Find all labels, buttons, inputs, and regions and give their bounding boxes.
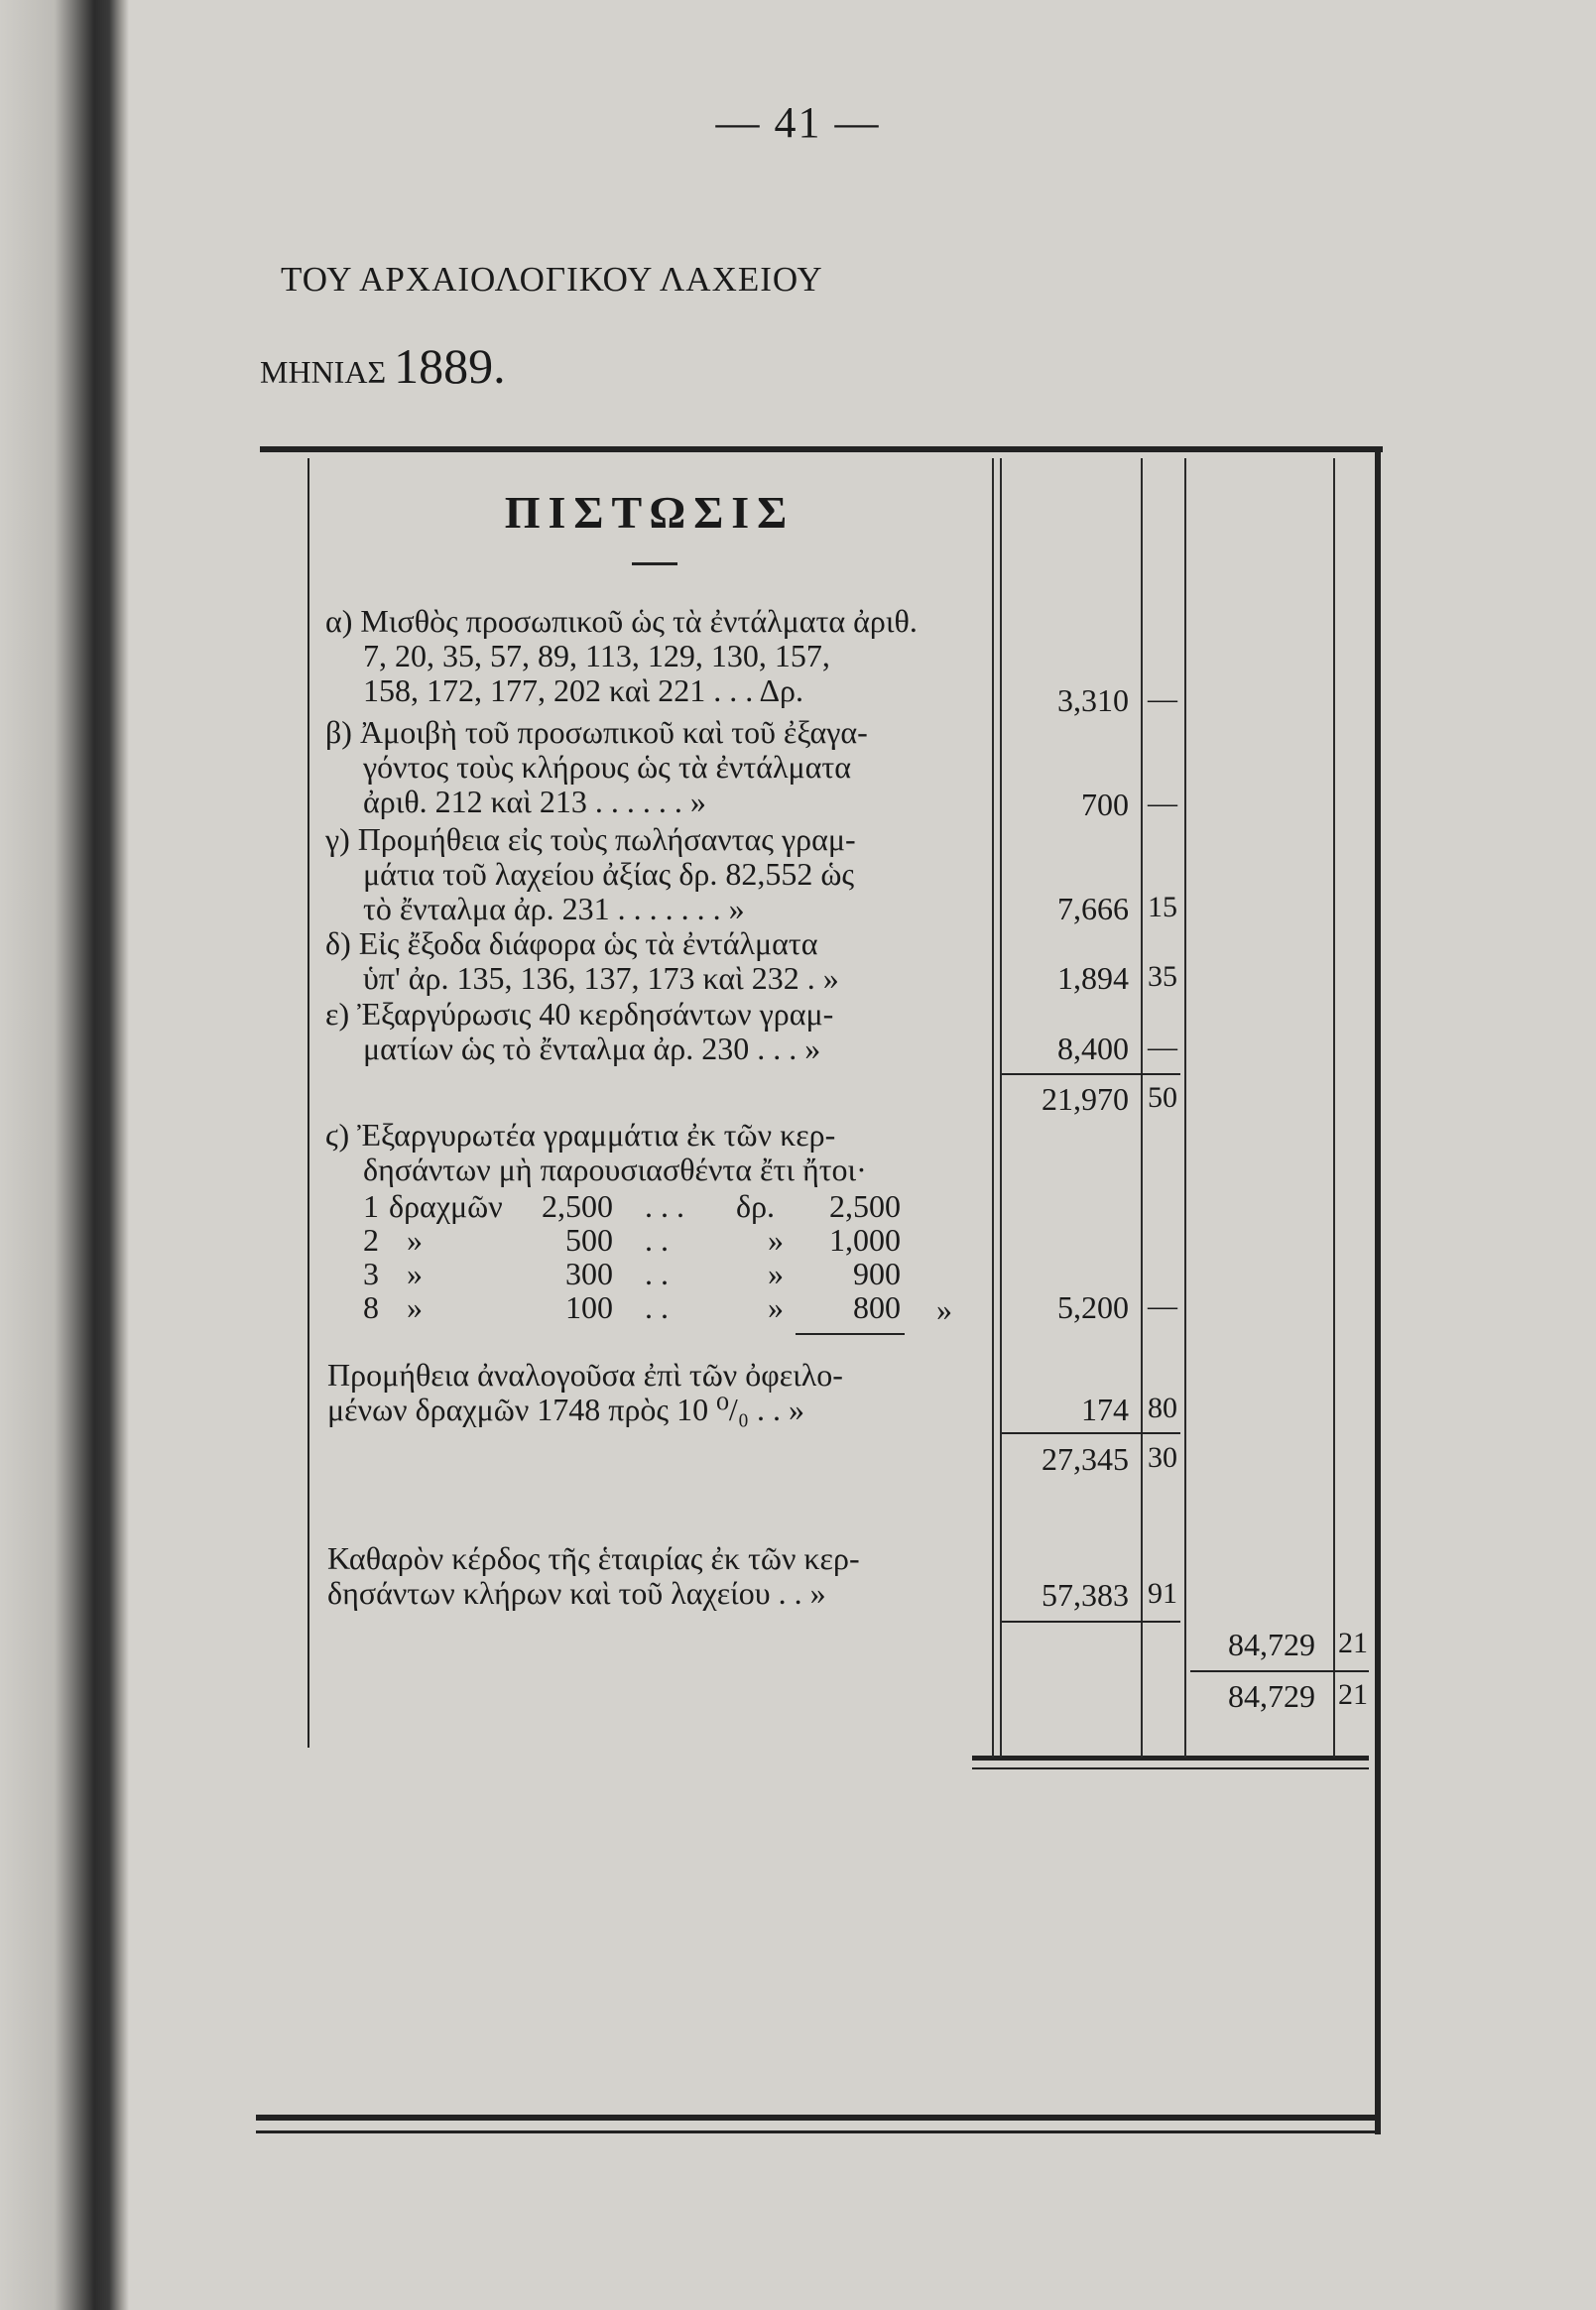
item-f-line-2: δησάντων μὴ παρουσιασθέντα ἔτι ἤτοι· — [363, 1152, 867, 1187]
book-spine-shadow — [0, 0, 129, 2310]
box-bottom-rule-2 — [256, 2130, 1377, 2133]
year: 1889. — [394, 338, 506, 394]
grand-total-1-amount: 84,729 — [1228, 1627, 1315, 1662]
item-e-line-2: ματίων ὡς τὸ ἔνταλμα ἀρ. 230 . . . » — [363, 1031, 821, 1066]
inner-bottom-rule-2 — [972, 1767, 1369, 1769]
grand-total-2-cents: 21 — [1338, 1678, 1368, 1711]
item-d-line-2: ὑπ' ἀρ. 135, 136, 137, 173 καὶ 232 . » — [363, 960, 839, 996]
profit-rule — [1002, 1621, 1180, 1623]
item-a-cents: — — [1148, 682, 1177, 715]
title-dash — [632, 562, 677, 565]
commission-amount: 174 — [1081, 1392, 1129, 1427]
credits-title: ΠΙΣΤΩΣΙΣ — [504, 487, 796, 538]
item-a-line-3: 158, 172, 177, 202 καὶ 221 . . . Δρ. — [363, 672, 803, 708]
breakdown-row-3-value: 300 — [565, 1256, 613, 1291]
box-top-rule — [260, 446, 1383, 452]
item-f-mark: » — [936, 1291, 952, 1327]
subtotal-1-cents: 50 — [1148, 1081, 1177, 1114]
breakdown-row-2-unit: » — [407, 1222, 423, 1258]
col-line-1 — [992, 458, 994, 1758]
commission-line-1: Προμήθεια ἀναλογοῦσα ἐπὶ τῶν ὀφειλο- — [327, 1357, 843, 1393]
breakdown-row-1-value: 2,500 — [542, 1188, 613, 1224]
item-c-line-1: γ) Προμήθεια εἰς τοὺς πωλήσαντας γραμ- — [325, 821, 856, 857]
breakdown-row-3-count: 3 — [363, 1256, 379, 1291]
breakdown-row-1-count: 1 — [363, 1188, 379, 1224]
subtotal-2-cents: 30 — [1148, 1441, 1177, 1474]
subtotal-2-rule — [1002, 1432, 1180, 1434]
breakdown-row-3-dots: . . — [645, 1256, 669, 1291]
breakdown-row-1-cur: δρ. — [736, 1188, 776, 1224]
profit-cents: 91 — [1148, 1577, 1177, 1610]
breakdown-row-4-count: 8 — [363, 1289, 379, 1325]
item-a-line-2: 7, 20, 35, 57, 89, 113, 129, 130, 157, — [363, 638, 830, 673]
item-d-cents: 35 — [1148, 960, 1177, 993]
breakdown-row-2-dots: . . — [645, 1222, 669, 1258]
item-f-amount: 5,200 — [1057, 1289, 1129, 1325]
subtotal-1-rule — [1002, 1073, 1180, 1075]
profit-amount: 57,383 — [1042, 1577, 1129, 1613]
item-a-line-1: α) Μισθὸς προσωπικοῦ ὡς τὰ ἐντάλματα ἀριθ. — [325, 603, 918, 639]
item-b-line-2: γόντος τοὺς κλήρους ὡς τὰ ἐντάλματα — [363, 749, 852, 785]
breakdown-row-2-cur: » — [768, 1222, 784, 1258]
item-c-line-2: μάτια τοῦ λαχείου ἀξίας δρ. 82,552 ὡς — [363, 856, 855, 892]
box-bottom-rule-1 — [256, 2115, 1377, 2121]
breakdown-row-3-unit: » — [407, 1256, 423, 1291]
col-line-5 — [1333, 458, 1335, 1758]
item-e-line-1: ε) Ἐξαργύρωσις 40 κερδησάντων γραμ- — [325, 996, 834, 1032]
breakdown-row-1-unit: δραχμῶν — [389, 1188, 503, 1224]
item-b-line-3: ἀριθ. 212 καὶ 213 . . . . . . » — [363, 784, 706, 819]
grand-total-1-cents: 21 — [1338, 1627, 1368, 1659]
lottery-heading: ΤΟΥ ΑΡΧΑΙΟΛΟΓΙΚΟΥ ΛΑΧΕΙΟΥ — [281, 260, 823, 299]
box-right-rule — [1375, 448, 1381, 2134]
commission-cents: 80 — [1148, 1392, 1177, 1424]
profit-line-2: δησάντων κλήρων καὶ τοῦ λαχείου . . » — [327, 1575, 826, 1611]
item-f-cents: — — [1148, 1289, 1177, 1322]
item-c-line-3: τὸ ἔνταλμα ἀρ. 231 . . . . . . . » — [363, 891, 745, 926]
breakdown-row-4-value: 100 — [565, 1289, 613, 1325]
item-c-amount: 7,666 — [1057, 891, 1129, 926]
commission-line-2: μένων δραχμῶν 1748 πρὸς 10 ⁰/₀ . . » — [327, 1392, 804, 1427]
inner-left-rule — [307, 458, 309, 1748]
item-c-cents: 15 — [1148, 891, 1177, 923]
profit-line-1: Καθαρὸν κέρδος τῆς ἑταιρίας ἐκ τῶν κερ- — [327, 1540, 860, 1576]
breakdown-row-4-dots: . . — [645, 1289, 669, 1325]
item-b-cents: — — [1148, 787, 1177, 819]
item-d-amount: 1,894 — [1057, 960, 1129, 996]
item-d-line-1: δ) Εἰς ἔξοδα διάφορα ὡς τὰ ἐντάλματα — [325, 925, 818, 961]
breakdown-row-1-dots: . . . — [645, 1188, 684, 1224]
breakdown-row-3-total: 900 — [853, 1256, 901, 1291]
item-e-cents: — — [1148, 1031, 1177, 1063]
inner-bottom-rule-1 — [972, 1756, 1369, 1761]
breakdown-sum-rule — [796, 1333, 905, 1335]
subtotal-2-amount: 27,345 — [1042, 1441, 1129, 1477]
page-number: — 41 — — [715, 98, 881, 147]
grand-total-2-amount: 84,729 — [1228, 1678, 1315, 1714]
breakdown-row-3-cur: » — [768, 1256, 784, 1291]
item-e-amount: 8,400 — [1057, 1031, 1129, 1066]
breakdown-row-4-unit: » — [407, 1289, 423, 1325]
grand-total-rule — [1190, 1670, 1369, 1672]
item-a-amount: 3,310 — [1057, 682, 1129, 718]
item-b-amount: 700 — [1081, 787, 1129, 822]
subtotal-1-amount: 21,970 — [1042, 1081, 1129, 1117]
breakdown-row-2-count: 2 — [363, 1222, 379, 1258]
col-line-4 — [1184, 458, 1186, 1758]
breakdown-row-4-cur: » — [768, 1289, 784, 1325]
breakdown-row-2-total: 1,000 — [829, 1222, 901, 1258]
month-label: ΜΗΝΙΑΣ — [260, 354, 387, 390]
month-heading — [260, 337, 506, 395]
item-f-line-1: ϛ) Ἐξαργυρωτέα γραμμάτια ἐκ τῶν κερ- — [325, 1117, 836, 1153]
item-b-line-1: β) Ἀμοιβὴ τοῦ προσωπικοῦ καὶ τοῦ ἐξαγα- — [325, 714, 868, 750]
breakdown-row-4-total: 800 — [853, 1289, 901, 1325]
breakdown-row-2-value: 500 — [565, 1222, 613, 1258]
breakdown-row-1-total: 2,500 — [829, 1188, 901, 1224]
